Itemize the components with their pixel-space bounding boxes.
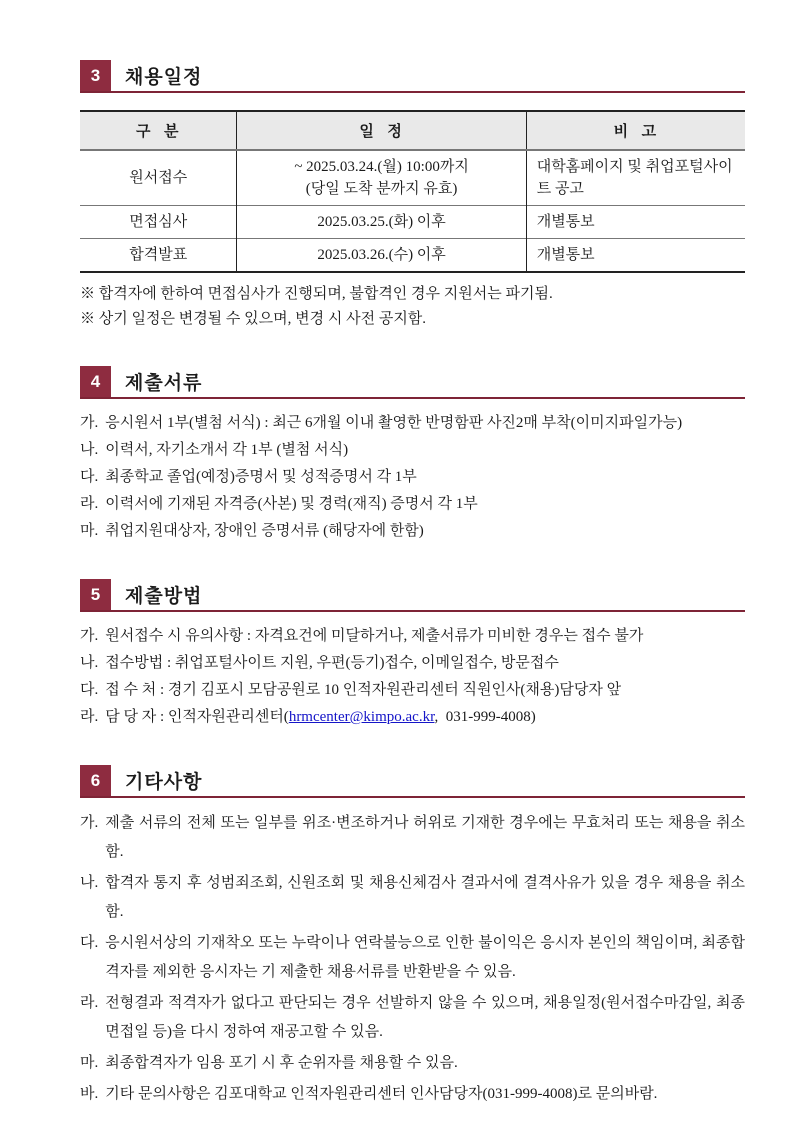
- section-title: 제출서류: [125, 373, 203, 394]
- item-text: 기타 문의사항은 김포대학교 인적자원관리센터 인사담당자(031-999-4008)로 문의바람.: [105, 1086, 658, 1102]
- section-header: [80, 366, 745, 399]
- cell-schedule: [237, 150, 526, 206]
- item-text: 최종합격자가 임용 포기 시 후 순위자를 채용할 수 있음.: [105, 1055, 458, 1071]
- item-marker: 나.: [80, 875, 99, 891]
- item-marker: 라.: [80, 995, 99, 1011]
- col-header-category: 구 분: [80, 111, 237, 150]
- section-submission-method: [80, 579, 745, 731]
- schedule-line: ~ 2025.03.24.(월) 10:00까지: [294, 159, 469, 175]
- list-item: [80, 1049, 745, 1078]
- item-text: 합격자 통지 후 성범죄조회, 신원조회 및 채용신체검사 결과서에 결격사유가 있을 경우 채용을 취소함.: [105, 875, 745, 920]
- list-item: [80, 491, 745, 518]
- section-title: 기타사항: [125, 772, 203, 793]
- col-header-schedule: 일 정: [237, 111, 526, 150]
- cell-remarks: 개별통보: [526, 239, 745, 273]
- item-text: 전형결과 적격자가 없다고 판단되는 경우 선발하지 않을 수 있으며, 채용일정(원서접수마감일, 최종면접일 등)을 다시 정하여 재공고할 수 있음.: [105, 995, 745, 1040]
- section-header: [80, 60, 745, 93]
- section-submission-documents: [80, 366, 745, 545]
- list-item: [80, 869, 745, 927]
- section-title: 제출방법: [125, 586, 203, 607]
- item-text: 최종학교 졸업(예정)증명서 및 성적증명서 각 1부: [105, 469, 417, 485]
- item-text: 접수방법 : 취업포털사이트 지원, 우편(등기)접수, 이메일접수, 방문접수: [105, 655, 559, 671]
- list-item: [80, 809, 745, 867]
- list-item: [80, 677, 745, 704]
- cell-remarks: 개별통보: [526, 206, 745, 239]
- section-number-badge: 3: [80, 60, 111, 91]
- cell-category: 합격발표: [80, 239, 237, 273]
- email-link[interactable]: hrmcenter@kimpo.ac.kr: [288, 709, 435, 725]
- footnote: ※ 합격자에 한하여 면접심사가 진행되며, 불합격인 경우 지원서는 파기됨.: [80, 286, 553, 302]
- documents-list: [80, 410, 745, 545]
- list-item: [80, 518, 745, 545]
- list-item: [80, 410, 745, 437]
- item-marker: 나.: [80, 442, 99, 458]
- table-row-interview: [80, 206, 745, 239]
- section-number-badge: 5: [80, 579, 111, 610]
- item-marker: 가.: [80, 415, 99, 431]
- cell-schedule: 2025.03.25.(화) 이후: [237, 206, 526, 239]
- item-marker: 마.: [80, 1055, 99, 1071]
- cell-remarks: 대학홈페이지 및 취업포털사이트 공고: [526, 150, 745, 206]
- table-row-application: [80, 150, 745, 206]
- schedule-footnotes: [80, 282, 745, 332]
- cell-category: 원서접수: [129, 170, 188, 186]
- list-item: [80, 650, 745, 677]
- footnote: ※ 상기 일정은 변경될 수 있으며, 변경 시 사전 공지함.: [80, 311, 427, 327]
- cell-category: 면접심사: [80, 206, 237, 239]
- table-row-announcement: [80, 239, 745, 273]
- list-item: [80, 1080, 745, 1109]
- list-item: [80, 464, 745, 491]
- item-marker: 라.: [80, 709, 99, 725]
- item-text: 취업지원대상자, 장애인 증명서류 (해당자에 한함): [105, 523, 424, 539]
- table-header-row: [80, 111, 745, 150]
- list-item: [80, 437, 745, 464]
- contact-prefix: 담 당 자 : 인적자원관리센터(: [105, 709, 289, 725]
- section-title: 채용일정: [125, 67, 203, 88]
- item-text: 응시원서 1부(별첨 서식) : 최근 6개월 이내 촬영한 반명함판 사진2매 부착(이미지파일가능): [105, 415, 683, 431]
- item-marker: 가.: [80, 815, 99, 831]
- section-number-badge: 6: [80, 765, 111, 796]
- item-marker: 다.: [80, 935, 99, 951]
- section-header: [80, 765, 745, 798]
- schedule-table: [80, 110, 745, 273]
- item-text: 원서접수 시 유의사항 : 자격요건에 미달하거나, 제출서류가 미비한 경우는 접수 불가: [105, 628, 644, 644]
- schedule-table-wrap: [80, 110, 745, 273]
- item-marker: 다.: [80, 682, 99, 698]
- item-text: 접 수 처 : 경기 김포시 모담공원로 10 인적자원관리센터 직원인사(채용)담당자 앞: [105, 682, 622, 698]
- list-item: [80, 623, 745, 650]
- section-number-badge: 4: [80, 366, 111, 397]
- col-header-remarks: 비 고: [526, 111, 745, 150]
- schedule-line: (당일 도착 분까지 유효): [305, 181, 458, 197]
- item-marker: 나.: [80, 655, 99, 671]
- list-item: [80, 989, 745, 1047]
- item-text: [105, 704, 745, 731]
- item-text: 응시원서상의 기재착오 또는 누락이나 연락불능으로 인한 불이익은 응시자 본인의 책임이며, 최종합격자를 제외한 응시자는 기 제출한 채용서류를 반환받을 수 있음.: [105, 935, 745, 980]
- section-other-notes: [80, 765, 745, 1109]
- contact-suffix: , 031-999-4008): [434, 709, 536, 725]
- other-notes-list: [80, 809, 745, 1109]
- item-text: 제출 서류의 전체 또는 일부를 위조·변조하거나 허위로 기재한 경우에는 무효처리 또는 채용을 취소함.: [105, 815, 745, 860]
- item-text: 이력서, 자기소개서 각 1부 (별첨 서식): [105, 442, 349, 458]
- item-marker: 라.: [80, 496, 99, 512]
- item-marker: 마.: [80, 523, 99, 539]
- item-text: 이력서에 기재된 자격증(사본) 및 경력(재직) 증명서 각 1부: [105, 496, 478, 512]
- item-marker: 다.: [80, 469, 99, 485]
- list-item-contact: [80, 704, 745, 731]
- item-marker: 바.: [80, 1086, 99, 1102]
- section-recruitment-schedule: [80, 60, 745, 332]
- section-header: [80, 579, 745, 612]
- list-item: [80, 929, 745, 987]
- item-marker: 가.: [80, 628, 99, 644]
- cell-schedule: 2025.03.26.(수) 이후: [237, 239, 526, 273]
- method-list: [80, 623, 745, 731]
